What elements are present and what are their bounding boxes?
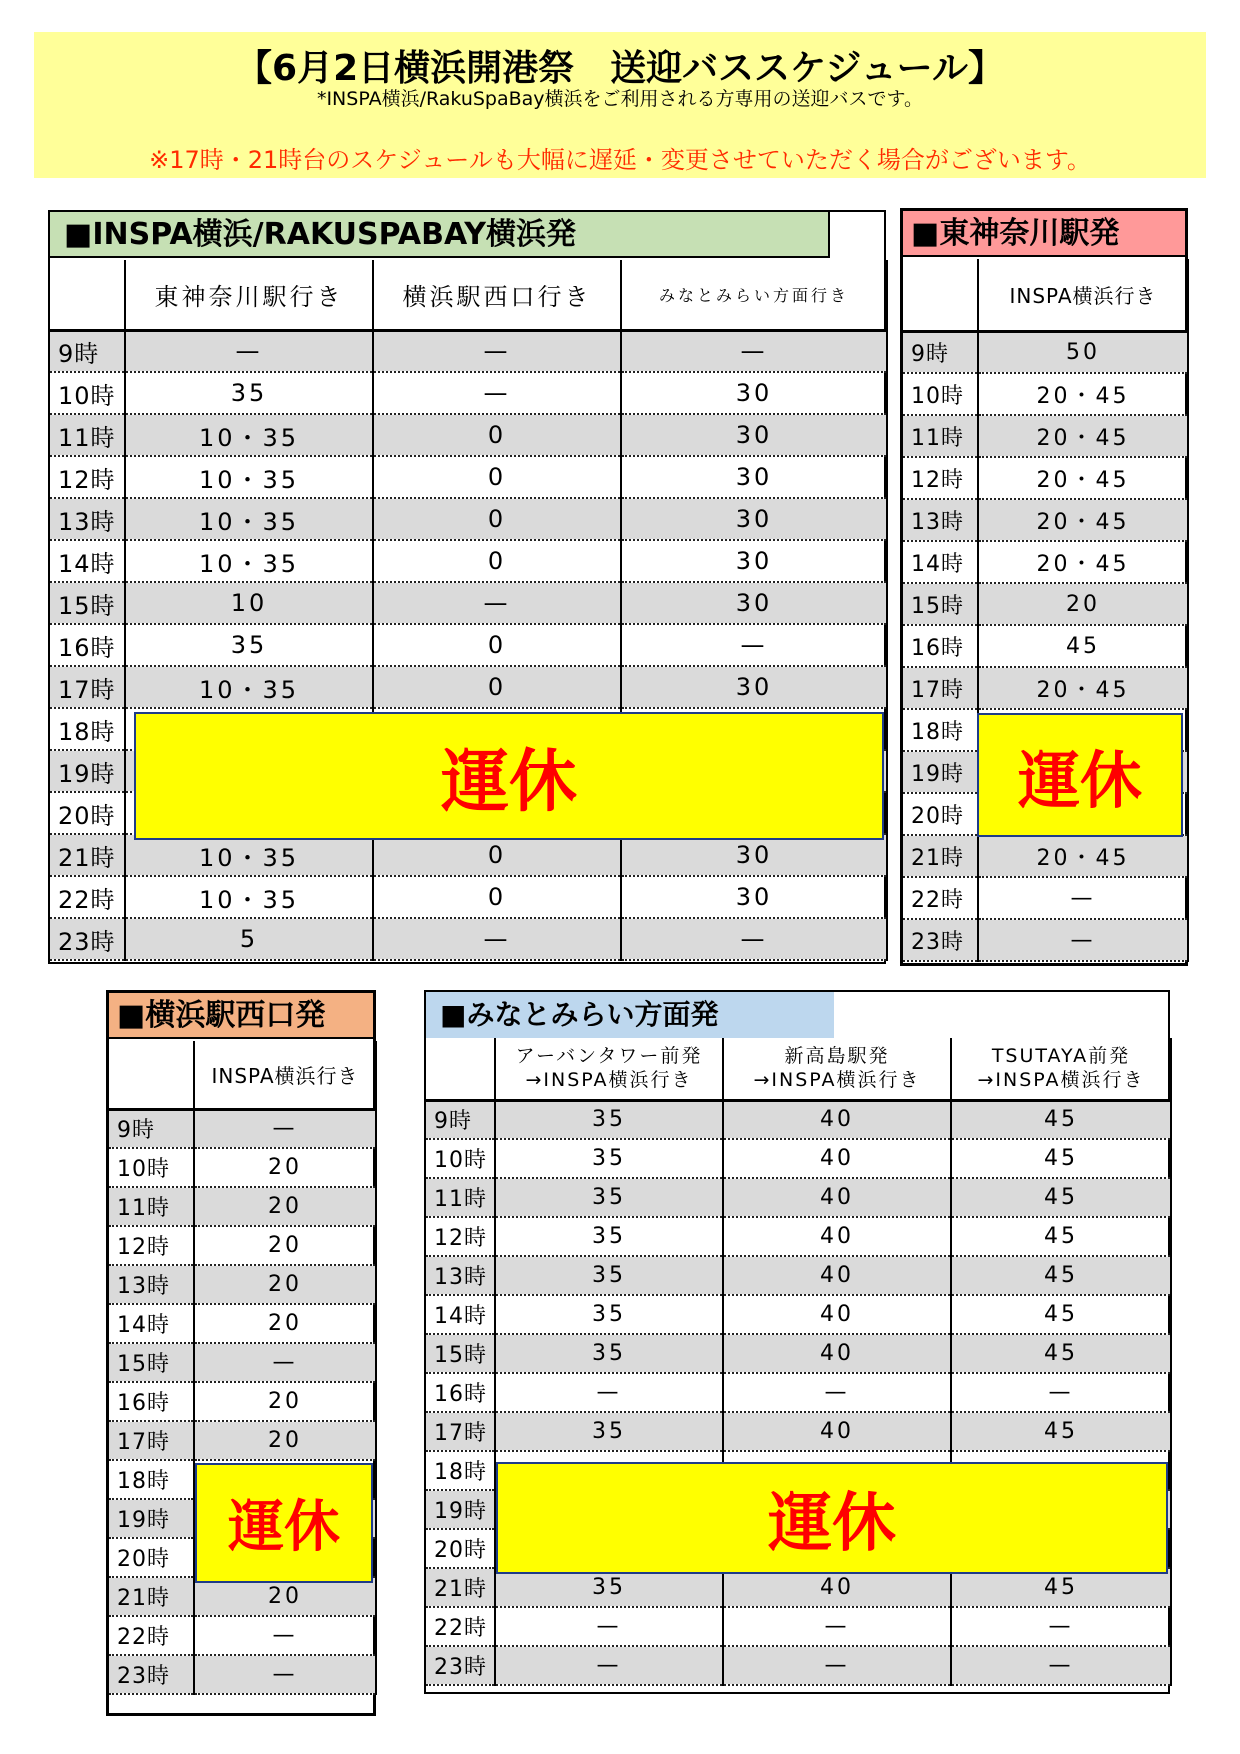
hour-label: 15時 xyxy=(425,1334,495,1373)
departure-minutes: 0 xyxy=(373,498,621,540)
suspended-label: 運休 xyxy=(768,1487,896,1561)
departure-minutes: 45 xyxy=(951,1178,1171,1217)
hour-label: 9時 xyxy=(108,1109,194,1148)
departure-minutes: 30 xyxy=(621,540,887,582)
departure-minutes: 0 xyxy=(373,624,621,666)
departure-minutes: 5 xyxy=(125,918,373,960)
table-row xyxy=(49,540,887,582)
higashikanagawa-panel-title: ■東神奈川駅発 xyxy=(903,211,1185,257)
departure-minutes: 35 xyxy=(495,1217,723,1256)
departure-minutes: 10・35 xyxy=(125,414,373,456)
departure-minutes: 10・35 xyxy=(125,456,373,498)
column-header-origin: アーバンタワー前発 xyxy=(515,1044,703,1067)
hour-label: 9時 xyxy=(425,1100,495,1139)
column-header: 横浜駅西口行き xyxy=(373,260,621,330)
departure-minutes: 40 xyxy=(723,1139,951,1178)
departure-minutes: 20 xyxy=(194,1304,376,1343)
departure-minutes: — xyxy=(373,918,621,960)
departure-minutes: 20・45 xyxy=(978,835,1188,877)
departure-minutes: 30 xyxy=(621,834,887,876)
hour-label: 19時 xyxy=(902,751,978,793)
departure-minutes: — xyxy=(373,582,621,624)
hour-label: 10時 xyxy=(108,1148,194,1187)
departure-minutes: 35 xyxy=(125,372,373,414)
departure-minutes: — xyxy=(495,1373,723,1412)
table-row xyxy=(108,1109,376,1148)
hour-label: 15時 xyxy=(108,1343,194,1382)
column-header-destination: →INSPA横浜行き xyxy=(525,1069,693,1092)
table-row xyxy=(425,1646,1171,1685)
hour-label: 22時 xyxy=(425,1607,495,1646)
hour-label: 17時 xyxy=(425,1412,495,1451)
departure-minutes: 40 xyxy=(723,1256,951,1295)
page-subtitle: *INSPA横浜/RakuSpaBay横浜をご利用される方専用の送迎バスです。 xyxy=(316,88,924,110)
suspended-label: 運休 xyxy=(228,1495,340,1560)
inspa-suspended-block xyxy=(134,712,884,840)
departure-minutes: 40 xyxy=(723,1217,951,1256)
departure-minutes: 45 xyxy=(951,1412,1171,1451)
hour-label: 14時 xyxy=(902,541,978,583)
hour-label: 20時 xyxy=(49,792,125,834)
table-row xyxy=(49,498,887,540)
delay-notice: ※17時・21時台のスケジュールも大幅に遅延・変更させていただく場合がございます。 xyxy=(149,146,1091,174)
departure-minutes: — xyxy=(194,1616,376,1655)
hour-label: 14時 xyxy=(425,1295,495,1334)
table-row xyxy=(49,876,887,918)
higashikanagawa-suspended-block xyxy=(977,713,1183,837)
hour-label: 23時 xyxy=(49,918,125,960)
hour-label: 15時 xyxy=(49,582,125,624)
inspa-timetable xyxy=(48,260,888,961)
departure-minutes: 20・45 xyxy=(978,415,1188,457)
departure-minutes: 10・35 xyxy=(125,876,373,918)
departure-minutes: 45 xyxy=(951,1100,1171,1139)
header-blank-cell xyxy=(49,260,125,330)
hour-label: 16時 xyxy=(902,625,978,667)
hour-label: 21時 xyxy=(108,1577,194,1616)
suspended-label: 運休 xyxy=(1017,743,1142,817)
hour-label: 18時 xyxy=(108,1460,194,1499)
table-row xyxy=(108,1304,376,1343)
hour-label: 23時 xyxy=(108,1655,194,1694)
hour-label: 21時 xyxy=(425,1568,495,1607)
header-blank-cell xyxy=(108,1041,194,1109)
departure-minutes: 35 xyxy=(495,1100,723,1139)
table-row xyxy=(108,1187,376,1226)
hour-label: 20時 xyxy=(902,793,978,835)
hour-label: 12時 xyxy=(425,1217,495,1256)
hour-label: 19時 xyxy=(49,750,125,792)
departure-minutes: 35 xyxy=(495,1256,723,1295)
yokohama-nishiguchi-panel-title: ■横浜駅西口発 xyxy=(109,993,373,1039)
table-row xyxy=(108,1616,376,1655)
departure-minutes: 35 xyxy=(495,1334,723,1373)
departure-minutes: 0 xyxy=(373,456,621,498)
hour-label: 16時 xyxy=(108,1382,194,1421)
higashikanagawa-departure-panel xyxy=(900,208,1188,966)
departure-minutes: — xyxy=(951,1607,1171,1646)
suspended-label: 運休 xyxy=(440,742,577,822)
departure-minutes: 20 xyxy=(194,1421,376,1460)
hour-label: 14時 xyxy=(49,540,125,582)
hour-label: 17時 xyxy=(49,666,125,708)
table-row xyxy=(49,372,887,414)
departure-minutes: 30 xyxy=(621,456,887,498)
departure-minutes: 40 xyxy=(723,1412,951,1451)
table-row xyxy=(902,835,1188,877)
table-row xyxy=(49,918,887,960)
departure-minutes: — xyxy=(978,919,1188,961)
header-blank-cell xyxy=(425,1038,495,1100)
departure-minutes: — xyxy=(951,1646,1171,1685)
departure-minutes: 0 xyxy=(373,414,621,456)
departure-minutes: 30 xyxy=(621,414,887,456)
departure-minutes: 35 xyxy=(495,1568,723,1607)
inspa-panel-title: ■INSPA横浜/RAKUSPABAY横浜発 xyxy=(50,212,830,258)
inspa-departure-panel xyxy=(48,210,886,964)
table-row xyxy=(425,1412,1171,1451)
yokohama-nishiguchi-timetable xyxy=(107,1041,377,1695)
departure-minutes: 45 xyxy=(951,1256,1171,1295)
hour-label: 11時 xyxy=(49,414,125,456)
header-blank-cell xyxy=(902,259,978,331)
column-header: INSPA横浜行き xyxy=(194,1041,376,1109)
yokohama-nishiguchi-suspended-block xyxy=(195,1463,373,1583)
departure-minutes: — xyxy=(951,1373,1171,1412)
hour-label: 13時 xyxy=(49,498,125,540)
departure-minutes: 30 xyxy=(621,876,887,918)
departure-minutes: 35 xyxy=(125,624,373,666)
departure-minutes: 35 xyxy=(495,1295,723,1334)
departure-minutes: 45 xyxy=(951,1295,1171,1334)
yokohama-nishiguchi-departure-panel xyxy=(106,990,376,1716)
minatomirai-departure-panel xyxy=(424,990,1170,1694)
departure-minutes: 20・45 xyxy=(978,457,1188,499)
departure-minutes: 40 xyxy=(723,1334,951,1373)
table-row xyxy=(425,1100,1171,1139)
hour-label: 15時 xyxy=(902,583,978,625)
hour-label: 11時 xyxy=(425,1178,495,1217)
table-row xyxy=(108,1655,376,1694)
table-row xyxy=(425,1295,1171,1334)
departure-minutes: 20 xyxy=(194,1187,376,1226)
table-row xyxy=(902,499,1188,541)
departure-minutes: — xyxy=(621,330,887,372)
hour-label: 12時 xyxy=(902,457,978,499)
higashikanagawa-timetable xyxy=(901,259,1189,962)
hour-label: 10時 xyxy=(902,373,978,415)
minatomirai-panel-title: ■みなとみらい方面発 xyxy=(426,992,834,1038)
column-header-destination: →INSPA横浜行き xyxy=(977,1069,1145,1092)
column-header-origin: TSUTAYA前発 xyxy=(991,1044,1131,1067)
table-row xyxy=(49,456,887,498)
hour-label: 18時 xyxy=(902,709,978,751)
table-row xyxy=(425,1373,1171,1412)
page-title: 【6月2日横浜開港祭 送迎バススケジュール】 xyxy=(236,48,1004,89)
departure-minutes: 0 xyxy=(373,540,621,582)
column-header: INSPA横浜行き xyxy=(978,259,1188,331)
departure-minutes: 45 xyxy=(951,1139,1171,1178)
table-row xyxy=(108,1148,376,1187)
departure-minutes: 20・45 xyxy=(978,499,1188,541)
table-row xyxy=(425,1178,1171,1217)
hour-label: 17時 xyxy=(108,1421,194,1460)
departure-minutes: — xyxy=(495,1646,723,1685)
hour-label: 10時 xyxy=(425,1139,495,1178)
departure-minutes: 20 xyxy=(194,1226,376,1265)
departure-minutes: 40 xyxy=(723,1295,951,1334)
departure-minutes: 40 xyxy=(723,1100,951,1139)
table-row xyxy=(425,1607,1171,1646)
table-row xyxy=(902,331,1188,373)
departure-minutes: 10・35 xyxy=(125,834,373,876)
table-row xyxy=(902,625,1188,667)
departure-minutes: 20 xyxy=(978,583,1188,625)
hour-label: 9時 xyxy=(49,330,125,372)
departure-minutes: 10・35 xyxy=(125,540,373,582)
hour-label: 22時 xyxy=(49,876,125,918)
departure-minutes: — xyxy=(621,624,887,666)
table-row xyxy=(902,415,1188,457)
departure-minutes: 30 xyxy=(621,498,887,540)
departure-minutes: — xyxy=(723,1607,951,1646)
departure-minutes: — xyxy=(373,330,621,372)
departure-minutes: 45 xyxy=(951,1217,1171,1256)
hour-label: 13時 xyxy=(425,1256,495,1295)
hour-label: 14時 xyxy=(108,1304,194,1343)
table-row xyxy=(49,666,887,708)
table-row xyxy=(902,667,1188,709)
table-row xyxy=(108,1343,376,1382)
table-row xyxy=(49,330,887,372)
departure-minutes: 50 xyxy=(978,331,1188,373)
hour-label: 13時 xyxy=(902,499,978,541)
table-row xyxy=(49,414,887,456)
departure-minutes: 20 xyxy=(194,1148,376,1187)
table-row xyxy=(902,919,1188,961)
hour-label: 20時 xyxy=(108,1538,194,1577)
hour-label: 16時 xyxy=(49,624,125,666)
table-row xyxy=(902,457,1188,499)
table-row xyxy=(902,877,1188,919)
departure-minutes: 40 xyxy=(723,1568,951,1607)
hour-label: 19時 xyxy=(425,1490,495,1529)
departure-minutes: — xyxy=(978,877,1188,919)
header-banner xyxy=(34,32,1206,178)
hour-label: 11時 xyxy=(108,1187,194,1226)
column-header xyxy=(951,1038,1171,1100)
table-row xyxy=(49,624,887,666)
table-row xyxy=(425,1139,1171,1178)
column-header-origin: 新高島駅発 xyxy=(784,1044,890,1067)
departure-minutes: 35 xyxy=(495,1139,723,1178)
departure-minutes: 35 xyxy=(495,1412,723,1451)
departure-minutes: 10・35 xyxy=(125,498,373,540)
departure-minutes: 20・45 xyxy=(978,667,1188,709)
table-row xyxy=(108,1421,376,1460)
column-header: 東神奈川駅行き xyxy=(125,260,373,330)
departure-minutes: 30 xyxy=(621,666,887,708)
departure-minutes: 45 xyxy=(951,1568,1171,1607)
hour-label: 21時 xyxy=(49,834,125,876)
column-header xyxy=(723,1038,951,1100)
hour-label: 12時 xyxy=(108,1226,194,1265)
hour-label: 17時 xyxy=(902,667,978,709)
hour-label: 21時 xyxy=(902,835,978,877)
hour-label: 19時 xyxy=(108,1499,194,1538)
table-row xyxy=(902,541,1188,583)
departure-minutes: 35 xyxy=(495,1178,723,1217)
table-row xyxy=(425,1256,1171,1295)
table-row xyxy=(902,373,1188,415)
hour-label: 23時 xyxy=(425,1646,495,1685)
departure-minutes: 40 xyxy=(723,1178,951,1217)
departure-minutes: 20 xyxy=(194,1265,376,1304)
table-row xyxy=(108,1226,376,1265)
departure-minutes: 45 xyxy=(951,1334,1171,1373)
hour-label: 16時 xyxy=(425,1373,495,1412)
table-row xyxy=(902,583,1188,625)
hour-label: 20時 xyxy=(425,1529,495,1568)
departure-minutes: — xyxy=(194,1655,376,1694)
table-row xyxy=(108,1265,376,1304)
table-row xyxy=(425,1334,1171,1373)
departure-minutes: 0 xyxy=(373,834,621,876)
table-row xyxy=(108,1382,376,1421)
departure-minutes: — xyxy=(194,1343,376,1382)
hour-label: 9時 xyxy=(902,331,978,373)
departure-minutes: 20 xyxy=(194,1577,376,1616)
hour-label: 18時 xyxy=(425,1451,495,1490)
departure-minutes: 20・45 xyxy=(978,541,1188,583)
departure-minutes: 10 xyxy=(125,582,373,624)
departure-minutes: — xyxy=(495,1607,723,1646)
table-row xyxy=(425,1217,1171,1256)
hour-label: 18時 xyxy=(49,708,125,750)
hour-label: 11時 xyxy=(902,415,978,457)
hour-label: 22時 xyxy=(108,1616,194,1655)
departure-minutes: — xyxy=(723,1646,951,1685)
departure-minutes: 20・45 xyxy=(978,373,1188,415)
departure-minutes: 45 xyxy=(978,625,1188,667)
departure-minutes: 0 xyxy=(373,876,621,918)
hour-label: 23時 xyxy=(902,919,978,961)
hour-label: 13時 xyxy=(108,1265,194,1304)
departure-minutes: — xyxy=(723,1373,951,1412)
hour-label: 10時 xyxy=(49,372,125,414)
hour-label: 12時 xyxy=(49,456,125,498)
departure-minutes: — xyxy=(125,330,373,372)
departure-minutes: 10・35 xyxy=(125,666,373,708)
departure-minutes: 30 xyxy=(621,582,887,624)
column-header: みなとみらい方面行き xyxy=(621,260,887,330)
departure-minutes: 30 xyxy=(621,372,887,414)
column-header xyxy=(495,1038,723,1100)
minatomirai-suspended-block xyxy=(496,1462,1168,1574)
departure-minutes: 0 xyxy=(373,666,621,708)
departure-minutes: 20 xyxy=(194,1382,376,1421)
hour-label: 22時 xyxy=(902,877,978,919)
departure-minutes: — xyxy=(621,918,887,960)
table-row xyxy=(49,582,887,624)
column-header-destination: →INSPA横浜行き xyxy=(753,1069,921,1092)
minatomirai-timetable xyxy=(424,1038,1172,1686)
table-row xyxy=(49,834,887,876)
departure-minutes: — xyxy=(373,372,621,414)
departure-minutes: — xyxy=(194,1109,376,1148)
